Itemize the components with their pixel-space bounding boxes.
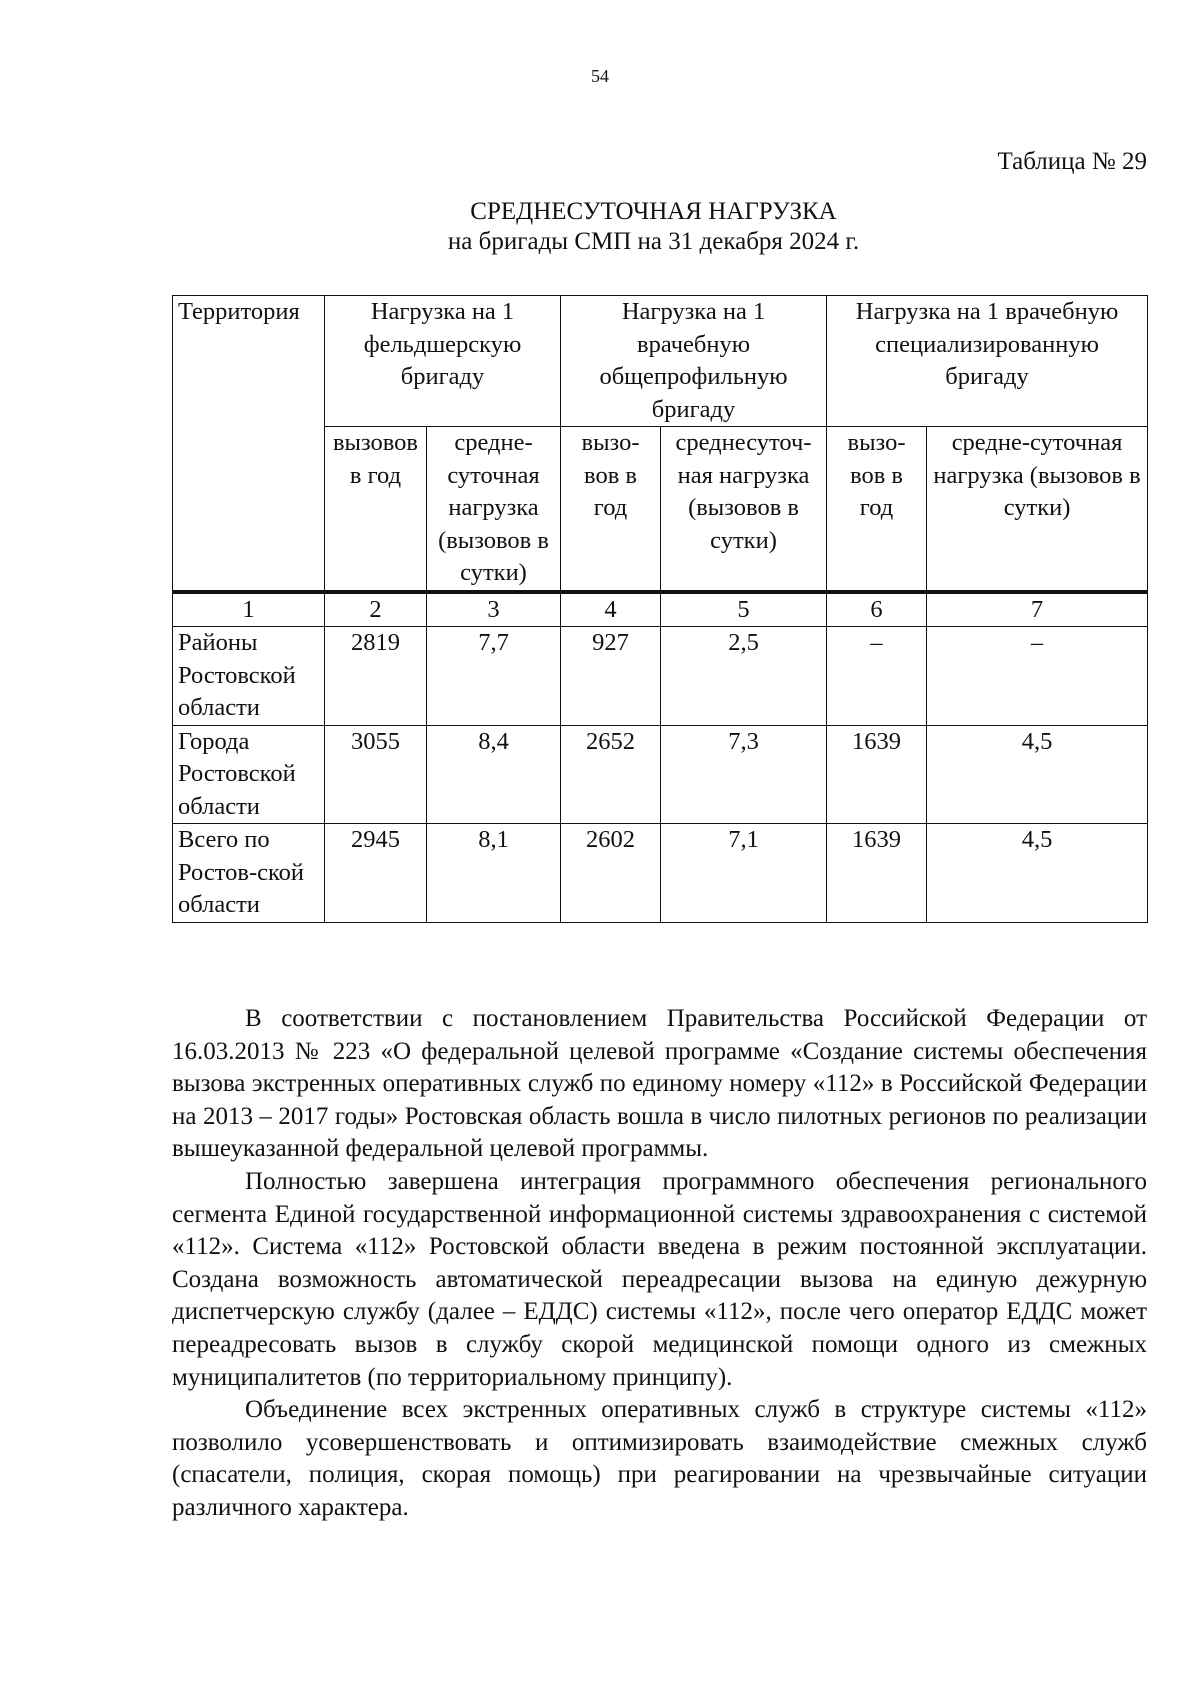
cell-c5: 2,5 <box>661 627 827 726</box>
cell-c7: – <box>927 627 1148 726</box>
row-territory: Всего по Ростов-ской области <box>173 824 325 923</box>
column-number: 2 <box>325 592 427 627</box>
load-table <box>172 295 1148 923</box>
header-row-groups <box>173 296 1148 427</box>
cell-c7: 4,5 <box>927 824 1148 923</box>
cell-c5: 7,1 <box>661 824 827 923</box>
body-text <box>172 1003 1147 1525</box>
row-territory: Города Ростовской области <box>173 725 325 824</box>
header-group-general: Нагрузка на 1 врачебную общепрофильную бригаду <box>561 296 827 427</box>
header-group-specialized: Нагрузка на 1 врачебную специализированную бригаду <box>827 296 1148 427</box>
table-row <box>173 824 1148 923</box>
cell-c2: 3055 <box>325 725 427 824</box>
header-c2: вызовов в год <box>325 427 427 592</box>
cell-c4: 927 <box>561 627 661 726</box>
column-number: 7 <box>927 592 1148 627</box>
column-number: 6 <box>827 592 927 627</box>
header-c4: вызо-вов в год <box>561 427 661 592</box>
page-number: 54 <box>591 66 609 86</box>
cell-c3: 7,7 <box>427 627 561 726</box>
cell-c3: 8,4 <box>427 725 561 824</box>
header-c3: средне-суточная нагрузка (вызовов в сутки) <box>427 427 561 592</box>
paragraph: Объединение всех экстренных оперативных служб в структуре системы «112» позволило усовершенствовать и оптимизировать взаимодействие смежных служб (спасатели, полиция, скорая помощь) при реагировании на чрезвычайные ситуации различного характера. <box>172 1396 1147 1521</box>
header-c7: средне-суточная нагрузка (вызовов в сутки) <box>927 427 1148 592</box>
table-title <box>160 197 1147 257</box>
cell-c6: 1639 <box>827 725 927 824</box>
table-row <box>173 627 1148 726</box>
cell-c3: 8,1 <box>427 824 561 923</box>
cell-c2: 2819 <box>325 627 427 726</box>
cell-c6: 1639 <box>827 824 927 923</box>
column-number: 1 <box>173 592 325 627</box>
row-territory: Районы Ростовской области <box>173 627 325 726</box>
cell-c7: 4,5 <box>927 725 1148 824</box>
table-label: Таблица № 29 <box>997 148 1147 175</box>
column-number: 5 <box>661 592 827 627</box>
column-number: 3 <box>427 592 561 627</box>
column-numbers-row <box>173 592 1148 627</box>
header-group-feldsher: Нагрузка на 1 фельдшерскую бригаду <box>325 296 561 427</box>
cell-c2: 2945 <box>325 824 427 923</box>
title-line-1: СРЕДНЕСУТОЧНАЯ НАГРУЗКА <box>470 198 837 225</box>
cell-c4: 2602 <box>561 824 661 923</box>
paragraph: В соответствии с постановлением Правительства Российской Федерации от 16.03.2013 № 223 «О федеральной целевой программе «Создание системы обеспечения вызова экстренных оперативных служб по единому номеру «112» в Российской Федерации на 2013 – 2017 годы» Ростовская область вошла в число пилотных регионов по реализации вышеуказанной федеральной целевой программы. <box>172 1005 1147 1163</box>
header-c5: среднесуточ-ная нагрузка (вызовов в сутки) <box>661 427 827 592</box>
header-c6: вызо-вов в год <box>827 427 927 592</box>
cell-c4: 2652 <box>561 725 661 824</box>
header-territory: Территория <box>173 296 325 592</box>
paragraph: Полностью завершена интеграция программного обеспечения регионального сегмента Единой государственной информационной системы здравоохранения с системой «112». Система «112» Ростовской области введена в режим постоянной эксплуатации. Создана возможность автоматической переадресации вызова на единую дежурную диспетчерскую службу (далее – ЕДДС) системы «112», после чего оператор ЕДДС может переадресовать вызов в службу скорой медицинской помощи одного из смежных муниципалитетов (по территориальному принципу). <box>172 1167 1147 1391</box>
title-line-2: на бригады СМП на 31 декабря 2024 г. <box>447 228 860 255</box>
cell-c5: 7,3 <box>661 725 827 824</box>
cell-c6: – <box>827 627 927 726</box>
table-row <box>173 725 1148 824</box>
column-number: 4 <box>561 592 661 627</box>
